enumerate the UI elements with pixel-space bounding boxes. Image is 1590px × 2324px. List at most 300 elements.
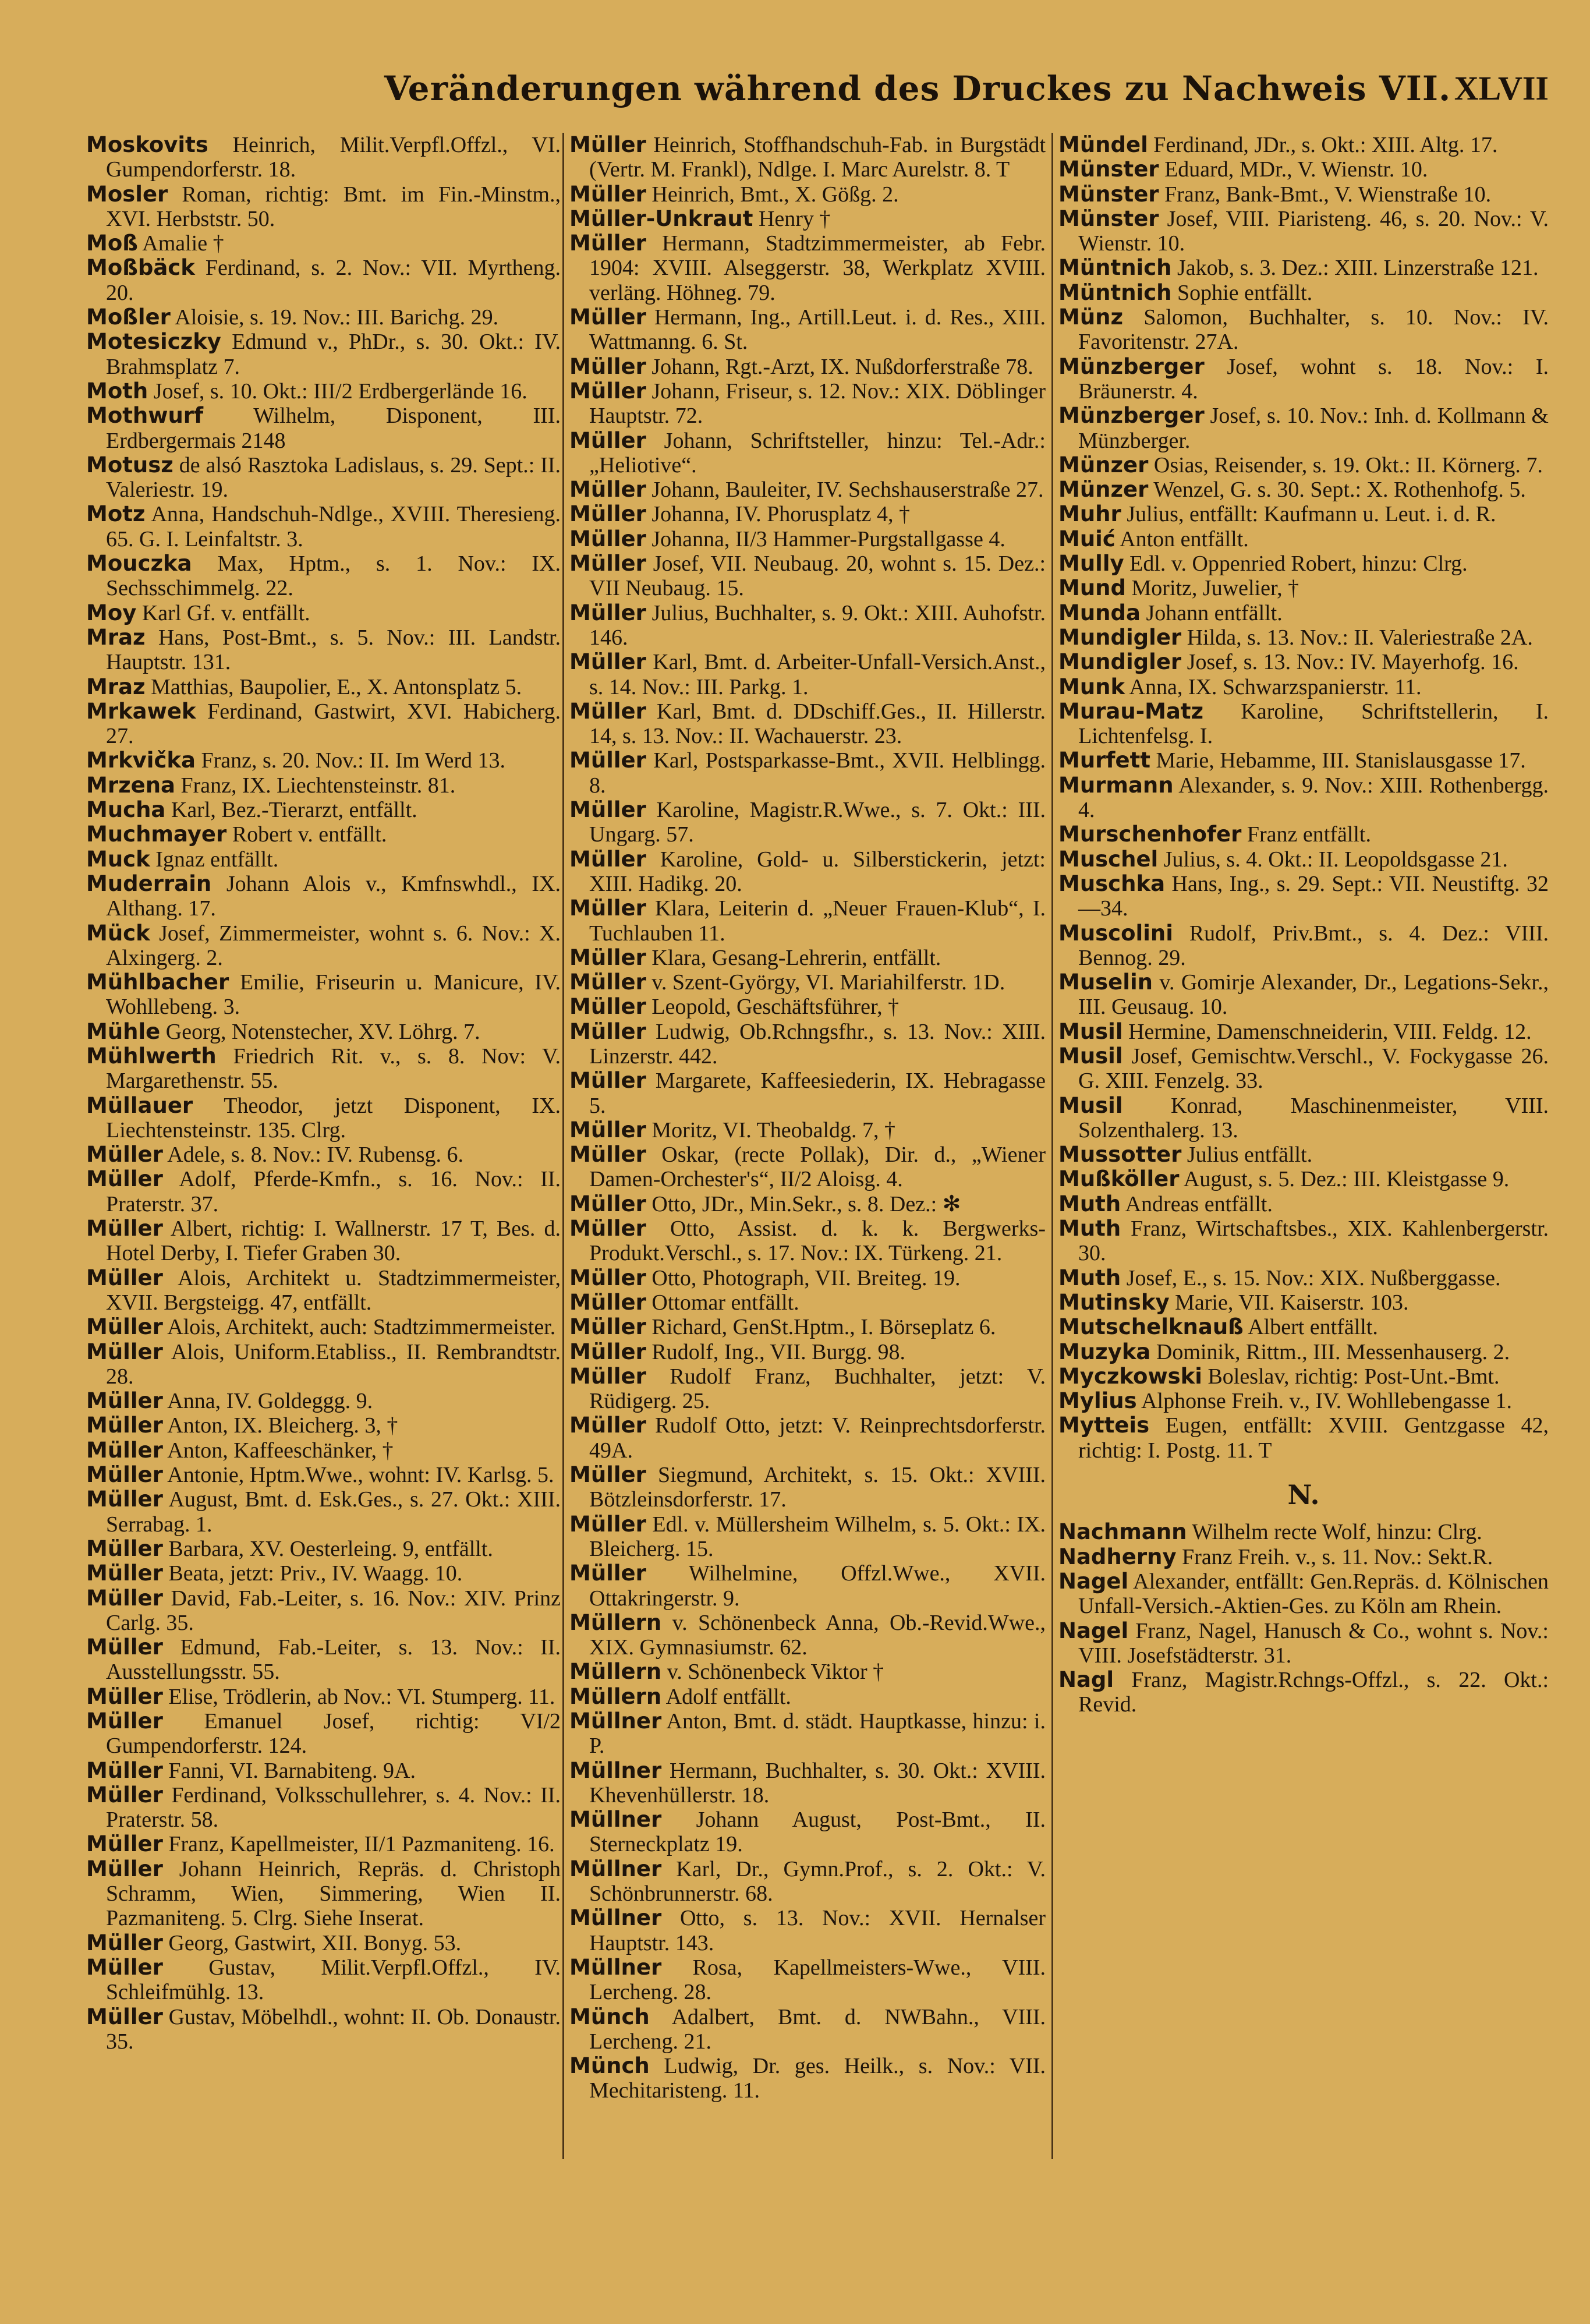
- entry-surname: Münster: [1058, 157, 1159, 182]
- directory-entry: [1058, 748, 1549, 773]
- directory-entry: [569, 1266, 1046, 1290]
- entry-details: Georg, Gastwirt, XII. Bonyg. 53.: [162, 1930, 462, 1955]
- entry-details: Max, Hptm., s. 1. Nov.: IX. Sechsschimmelg. 22.: [106, 551, 561, 601]
- entry-details: Albert entfällt.: [1243, 1315, 1378, 1340]
- page-title: Veränderungen während des Druckes zu Nachweis VII.: [384, 69, 1451, 108]
- directory-entry: [86, 1216, 561, 1266]
- entry-details: Franz, Bank-Bmt., V. Wienstraße 10.: [1159, 182, 1492, 207]
- entry-surname: Mouczka: [86, 551, 192, 576]
- entry-details: Karoline, Schriftstellerin, I. Lichtenfelsg. I.: [1078, 699, 1549, 749]
- entry-details: Hilda, s. 13. Nov.: II. Valeriestraße 2A.: [1181, 625, 1533, 650]
- directory-entry: [569, 1807, 1046, 1857]
- entry-surname: Müller: [569, 1413, 646, 1438]
- entry-details: Oskar, (recte Pollak), Dir. d., „Wiener Damen-Orchester's“, II/2 Aloisg. 4.: [589, 1142, 1046, 1192]
- directory-entry: [569, 355, 1046, 379]
- entry-details: Rudolf, Priv.Bmt., s. 4. Dez.: VIII. Bennog. 29.: [1078, 921, 1549, 970]
- entry-surname: Müller: [569, 427, 646, 453]
- entry-details: Antonie, Hptm.Wwe., wohnt: IV. Karlsg. 5.: [162, 1463, 554, 1488]
- entry-surname: Munk: [1058, 674, 1125, 699]
- directory-entry: [86, 133, 561, 182]
- entry-surname: Müller: [569, 797, 646, 823]
- entry-surname: Müntnich: [1058, 280, 1172, 305]
- entry-surname: Müller: [569, 1363, 646, 1389]
- directory-entry: [569, 1709, 1046, 1759]
- directory-entry: [569, 182, 1046, 207]
- entry-surname: Mraz: [86, 624, 146, 650]
- entry-details: Jakob, s. 3. Dez.: XIII. Linzerstraße 121.: [1171, 256, 1539, 281]
- entry-surname: Mühle: [86, 1018, 161, 1044]
- entry-details: Albert, richtig: I. Wallnerstr. 17 T, Bes. d. Hotel Derby, I. Tiefer Graben 30.: [106, 1216, 561, 1266]
- entry-surname: Müller: [569, 748, 646, 773]
- directory-entry: [1058, 773, 1549, 823]
- entry-details: Ludwig, Ob.Rchngsfhr., s. 13. Nov.: XIII. Linzerstr. 442.: [589, 1019, 1046, 1069]
- directory-entry: [569, 502, 1046, 526]
- entry-details: Rudolf, Ing., VII. Burgg. 98.: [646, 1339, 905, 1364]
- entry-details: Roman, richtig: Bmt. im Fin.-Minstm., XVI. Herbststr. 50.: [106, 182, 561, 231]
- entry-details: Robert v. entfällt.: [226, 822, 387, 847]
- directory-entry: [1058, 1192, 1549, 1216]
- directory-entry: [569, 601, 1046, 650]
- directory-entry: [86, 1389, 561, 1413]
- entry-surname: Muić: [1058, 526, 1116, 551]
- entry-details: Johann August, Post-Bmt., II. Sterneckplatz 19.: [589, 1807, 1046, 1857]
- entry-surname: Murmann: [1058, 772, 1174, 798]
- directory-entry: [569, 650, 1046, 699]
- section-heading-n: N.: [1287, 1479, 1320, 1511]
- entry-details: Josef, s. 10. Nov.: Inh. d. Kollmann & Münzberger.: [1078, 404, 1549, 453]
- entry-details: Klara, Leiterin d. „Neuer Frauen-Klub“, I. Tuchlauben 11.: [589, 896, 1046, 946]
- entry-details: Karl Gf. v. entfällt.: [136, 600, 310, 625]
- directory-entry: [569, 946, 1046, 970]
- directory-entry: [86, 231, 561, 256]
- entry-surname: Müller: [569, 945, 646, 970]
- entry-details: Otto, Photograph, VII. Breiteg. 19.: [646, 1265, 961, 1290]
- entry-surname: Münzberger: [1058, 353, 1205, 379]
- directory-entry: [1058, 1167, 1549, 1191]
- entry-details: Siegmund, Architekt, s. 15. Okt.: XVIII. Bötzleinsdorferstr. 17.: [589, 1463, 1046, 1512]
- entry-details: Richard, GenSt.Hptm., I. Börseplatz 6.: [646, 1315, 996, 1340]
- directory-entry: [1058, 822, 1549, 847]
- entry-surname: Myczkowski: [1058, 1363, 1202, 1389]
- column-1: [86, 133, 561, 2159]
- entry-details: Franz, Kapellmeister, II/1 Pazmaniteng. 16.: [162, 1832, 555, 1857]
- entry-surname: Mück: [86, 920, 150, 946]
- entry-surname: Müllner: [569, 1807, 662, 1833]
- directory-entry: [86, 453, 561, 503]
- entry-surname: Nagel: [1058, 1618, 1129, 1643]
- directory-entry: [1058, 699, 1549, 749]
- entry-details: Johanna, II/3 Hammer-Purgstallgasse 4.: [646, 526, 1005, 551]
- directory-entry: [86, 551, 561, 601]
- entry-details: Elise, Trödlerin, ab Nov.: VI. Stumperg. 11.: [162, 1684, 555, 1709]
- entry-details: Beata, jetzt: Priv., IV. Waagg. 10.: [162, 1561, 463, 1586]
- entry-surname: Mundigler: [1058, 649, 1182, 675]
- directory-entry: [1058, 847, 1549, 872]
- directory-entry: [1058, 502, 1549, 526]
- entry-details: Moritz, Juwelier, †: [1126, 576, 1299, 601]
- directory-entry: [86, 1487, 561, 1537]
- directory-entry: [1058, 305, 1549, 355]
- directory-entry: [569, 1561, 1046, 1611]
- directory-entry: [569, 1142, 1046, 1192]
- entry-details: Johann, Bauleiter, IV. Sechshauserstraße 27.: [646, 477, 1044, 503]
- directory-entry: [569, 2005, 1046, 2054]
- entry-details: Emanuel Josef, richtig: VI/2 Gumpendorferstr. 124.: [106, 1709, 561, 1759]
- entry-surname: Mutinsky: [1058, 1289, 1170, 1315]
- entry-surname: Müller: [569, 231, 646, 256]
- directory-entry: [86, 1266, 561, 1315]
- entry-surname: Müller: [86, 1487, 163, 1512]
- entry-details: Josef, VII. Neubaug. 20, wohnt s. 15. Dez.: VII Neubaug. 15.: [589, 551, 1046, 601]
- entry-surname: Müller: [569, 551, 646, 576]
- directory-entry: [1058, 1020, 1549, 1044]
- page-header: [87, 69, 1554, 115]
- entry-details: Heinrich, Milit.Verpfl.Offzl., VI. Gumpendorferstr. 18.: [106, 133, 561, 182]
- directory-entry: [569, 1463, 1046, 1512]
- directory-entry: [569, 305, 1046, 355]
- entry-details: Rudolf Franz, Buchhalter, jetzt: V. Rüdigerg. 25.: [589, 1364, 1046, 1414]
- entry-surname: Motusz: [86, 452, 173, 477]
- entry-surname: Münster: [1058, 181, 1159, 207]
- entry-details: Adolf entfällt.: [661, 1684, 791, 1709]
- directory-entry: [1058, 1315, 1549, 1339]
- entry-details: Karl, Bmt. d. Arbeiter-Unfall-Versich.Anst., s. 14. Nov.: III. Parkg. 1.: [589, 650, 1046, 699]
- entry-surname: Müller: [569, 1339, 646, 1364]
- directory-entry: [86, 1167, 561, 1216]
- entry-details: Leopold, Geschäftsführer, †: [646, 995, 900, 1020]
- directory-entry: [1058, 1389, 1549, 1413]
- entry-details: Dominik, Rittm., III. Messenhauserg. 2.: [1150, 1339, 1510, 1364]
- entry-details: Karoline, Magistr.R.Wwe., s. 7. Okt.: III. Ungarg. 57.: [589, 798, 1046, 847]
- entry-surname: Müller: [569, 1314, 646, 1340]
- entry-surname: Muchmayer: [86, 822, 227, 847]
- entry-details: Franz, Nagel, Hanusch & Co., wohnt s. Nov.: VIII. Josefstädterstr. 31.: [1078, 1618, 1549, 1668]
- entry-surname: Müntnich: [1058, 255, 1172, 281]
- entry-surname: Mucha: [86, 797, 166, 823]
- entry-details: Georg, Notenstecher, XV. Löhrg. 7.: [160, 1019, 480, 1044]
- entry-surname: Moth: [86, 378, 148, 404]
- entry-surname: Münzer: [1058, 477, 1149, 503]
- entry-details: Ferdinand, JDr., s. Okt.: XIII. Altg. 17.: [1148, 133, 1498, 157]
- entry-details: Margarete, Kaffeesiederin, IX. Hebragasse 5.: [589, 1069, 1046, 1118]
- entry-surname: Moßler: [86, 305, 171, 330]
- entry-details: Josef, s. 13. Nov.: IV. Mayerhofg. 16.: [1181, 650, 1519, 675]
- column-3: [1058, 133, 1549, 2159]
- directory-entry: [86, 822, 561, 847]
- entry-surname: Müller: [86, 1782, 163, 1807]
- entry-surname: Münster: [1058, 206, 1159, 231]
- directory-entry: [569, 2054, 1046, 2103]
- entry-surname: Müllner: [569, 1757, 662, 1783]
- directory-entry: [569, 1340, 1046, 1364]
- entry-surname: Musil: [1058, 1018, 1123, 1044]
- entry-details: Josef, s. 10. Okt.: III/2 Erdbergerlände 16.: [148, 379, 527, 404]
- entry-surname: Müllern: [569, 1659, 662, 1685]
- entry-details: Karl, Dr., Gymn.Prof., s. 2. Okt.: V. Schönbrunnerstr. 68.: [589, 1856, 1046, 1906]
- directory-entry: [1058, 1545, 1549, 1569]
- entry-details: Josef, Zimmermeister, wohnt s. 6. Nov.: X. Alxingerg. 2.: [106, 921, 561, 970]
- directory-entry: [1058, 207, 1549, 256]
- directory-entry: [569, 1069, 1046, 1118]
- entry-surname: Nagl: [1058, 1667, 1114, 1693]
- directory-entry: [1058, 1216, 1549, 1266]
- entry-details: Amalie †: [137, 231, 224, 256]
- entry-surname: Mytteis: [1058, 1413, 1150, 1438]
- entry-surname: Murschenhofer: [1058, 822, 1242, 847]
- directory-entry: [569, 1364, 1046, 1414]
- entry-details: Otto, Assist. d. k. k. Bergwerks-Produkt.Verschl., s. 17. Nov.: IX. Türkeng. 21.: [589, 1216, 1046, 1266]
- directory-entry: [86, 1142, 561, 1167]
- directory-entry: [86, 1315, 561, 1339]
- entry-surname: Müller: [86, 1708, 163, 1734]
- entry-details: Wenzel, G. s. 30. Sept.: X. Rothenhofg. 5.: [1148, 477, 1526, 503]
- directory-entry: [86, 748, 561, 773]
- entry-surname: Müller: [86, 1166, 163, 1192]
- entry-surname: Müller: [86, 2004, 163, 2029]
- directory-entry: [86, 625, 561, 675]
- directory-entry: [569, 798, 1046, 847]
- entry-surname: Müller: [569, 994, 646, 1020]
- entry-details: Karoline, Gold- u. Silberstickerin, jetzt: XIII. Hadikg. 20.: [589, 847, 1046, 896]
- entry-surname: Mully: [1058, 551, 1124, 576]
- directory-entry: [569, 1857, 1046, 1906]
- directory-entry: [1058, 1413, 1549, 1463]
- entry-details: Eugen, entfällt: XVIII. Gentzgasse 42, richtig: I. Postg. 11. T: [1078, 1413, 1549, 1463]
- column-3-entries-n: [1058, 1520, 1549, 1717]
- entry-surname: Müller: [569, 1018, 646, 1044]
- entry-surname: Müller: [569, 1142, 646, 1168]
- entry-surname: Müllern: [569, 1683, 662, 1709]
- entry-surname: Müller: [569, 896, 646, 921]
- directory-entry: [569, 995, 1046, 1019]
- directory-entry: [569, 379, 1046, 429]
- entry-details: Josef, E., s. 15. Nov.: XIX. Nußberggasse.: [1121, 1265, 1501, 1290]
- entry-surname: Mylius: [1058, 1388, 1137, 1414]
- directory-entry: [86, 1635, 561, 1685]
- entry-details: Ferdinand, Gastwirt, XVI. Habicherg. 27.: [106, 699, 561, 749]
- directory-entry: [86, 921, 561, 971]
- entry-details: Hermine, Damenschneiderin, VIII. Feldg. 12.: [1122, 1019, 1532, 1044]
- entry-surname: Müller: [569, 378, 646, 404]
- directory-entry: [1058, 1340, 1549, 1364]
- directory-entry: [1058, 921, 1549, 971]
- entry-details: Anna, IV. Goldeggg. 9.: [162, 1389, 373, 1414]
- entry-details: Josef, wohnt s. 18. Nov.: I. Bräunerstr. 4.: [1078, 354, 1549, 404]
- directory-entry: [1058, 601, 1549, 625]
- directory-entry: [1058, 133, 1549, 157]
- entry-details: Anton, Kaffeeschänker, †: [162, 1438, 394, 1463]
- entry-details: Anna, Handschuh-Ndlge., XVIII. Theresieng. 65. G. I. Leinfaltstr. 3.: [106, 502, 561, 551]
- entry-surname: Müller: [86, 1683, 163, 1709]
- entry-details: Matthias, Baupolier, E., X. Antonsplatz 5.: [145, 674, 522, 699]
- entry-surname: Müllner: [569, 1954, 662, 1980]
- entry-details: Karl, Postsparkasse-Bmt., XVII. Helblingg. 8.: [589, 748, 1046, 798]
- entry-details: Alois, Architekt, auch: Stadtzimmermeister.: [162, 1315, 556, 1340]
- directory-entry: [86, 1537, 561, 1561]
- entry-details: Rudolf Otto, jetzt: V. Reinprechtsdorferstr. 49A.: [589, 1413, 1046, 1463]
- directory-entry: [569, 847, 1046, 897]
- directory-entry: [569, 551, 1046, 601]
- directory-entry: [569, 133, 1046, 182]
- directory-entry: [86, 1044, 561, 1094]
- entry-surname: Müller: [569, 846, 646, 872]
- entry-surname: Munda: [1058, 600, 1141, 625]
- entry-details: Edl. v. Müllersheim Wilhelm, s. 5. Okt.: IX. Bleicherg. 15.: [589, 1512, 1046, 1561]
- entry-details: v. Szent-György, VI. Mariahilferstr. 1D.: [646, 970, 1005, 995]
- entry-surname: Motesiczky: [86, 329, 221, 355]
- entry-surname: Muck: [86, 846, 150, 872]
- entry-surname: Müller: [86, 1216, 163, 1241]
- entry-details: Ferdinand, Volksschullehrer, s. 4. Nov.: II. Praterstr. 58.: [106, 1782, 561, 1833]
- entry-details: Karl, Bez.-Tierarzt, entfällt.: [165, 798, 417, 823]
- directory-entry: [86, 1685, 561, 1709]
- directory-entry: [1058, 1619, 1549, 1668]
- directory-entry: [569, 1685, 1046, 1709]
- entry-details: Franz, Magistr.Rchngs-Offzl., s. 22. Okt.: Revid.: [1078, 1668, 1549, 1717]
- directory-entry: [1058, 355, 1549, 404]
- entry-surname: Müller: [86, 1462, 163, 1488]
- entry-details: Franz entfällt.: [1241, 822, 1371, 847]
- directory-entry: [1058, 1266, 1549, 1290]
- entry-surname: Moß: [86, 231, 138, 256]
- directory-entry: [86, 1340, 561, 1389]
- entry-details: Alexander, entfällt: Gen.Repräs. d. Kölnischen Unfall-Versich.-Aktien-Ges. zu Köln am Rhein.: [1078, 1569, 1549, 1619]
- entry-details: August, s. 5. Dez.: III. Kleistgasse 9.: [1179, 1167, 1510, 1192]
- entry-surname: Moskovits: [86, 133, 208, 157]
- entry-surname: Müllner: [569, 1856, 662, 1881]
- directory-entry: [86, 675, 561, 699]
- entry-details: Hans, Ing., s. 29. Sept.: VII. Neustiftg. 32—34.: [1078, 871, 1549, 921]
- entry-details: Adolf, Pferde-Kmfn., s. 16. Nov.: II. Praterstr. 37.: [106, 1167, 561, 1216]
- directory-entry: [1058, 872, 1549, 921]
- directory-entry: [1058, 477, 1549, 502]
- directory-entry: [569, 1413, 1046, 1463]
- entry-details: v. Gomirje Alexander, Dr., Legations-Sekr., III. Geusaug. 10.: [1078, 970, 1549, 1020]
- entry-details: Josef, VIII. Piaristeng. 46, s. 20. Nov.: V. Wienstr. 10.: [1078, 206, 1549, 256]
- entry-surname: Muderrain: [86, 871, 212, 896]
- directory-entry: [569, 699, 1046, 749]
- entry-surname: Müller: [86, 1437, 163, 1463]
- directory-entry: [1058, 281, 1549, 305]
- entry-surname: Müller: [569, 1117, 646, 1142]
- directory-entry: [569, 1611, 1046, 1660]
- entry-details: Barbara, XV. Oesterleing. 9, entfällt.: [162, 1536, 493, 1561]
- entry-details: Johann, Schriftsteller, hinzu: Tel.-Adr.: „Heliotive“.: [589, 428, 1046, 477]
- directory-entry: [1058, 1142, 1549, 1167]
- entry-surname: Mothwurf: [86, 403, 204, 429]
- entry-surname: Müller: [569, 1191, 646, 1216]
- entry-surname: Müller: [569, 1289, 646, 1315]
- directory-entry: [569, 1216, 1046, 1266]
- entry-surname: Mussotter: [1058, 1142, 1182, 1168]
- entry-surname: Muschka: [1058, 871, 1166, 896]
- entry-surname: Müllner: [569, 1905, 662, 1931]
- directory-entry: [86, 2005, 561, 2054]
- entry-surname: Mosler: [86, 181, 168, 207]
- entry-details: Franz Freih. v., s. 11. Nov.: Sekt.R.: [1176, 1544, 1493, 1569]
- entry-surname: Mund: [1058, 575, 1126, 601]
- directory-entry: [86, 256, 561, 305]
- directory-entry: [86, 798, 561, 822]
- entry-details: Adele, s. 8. Nov.: IV. Rubensg. 6.: [162, 1142, 464, 1168]
- entry-details: August, Bmt. d. Esk.Ges., s. 27. Okt.: XIII. Serrabag. 1.: [106, 1487, 561, 1537]
- entry-details: de alsó Rasztoka Ladislaus, s. 29. Sept.: II. Valeriestr. 19.: [106, 452, 561, 503]
- entry-surname: Münzberger: [1058, 403, 1205, 429]
- directory-entry: [569, 1020, 1046, 1069]
- directory-entry: [86, 1783, 561, 1833]
- entry-details: Anton, IX. Bleicherg. 3, †: [162, 1413, 398, 1438]
- entry-details: Heinrich, Bmt., X. Gößg. 2.: [646, 182, 899, 207]
- entry-surname: Nachmann: [1058, 1519, 1187, 1545]
- entry-surname: Müller: [86, 1831, 163, 1857]
- entry-surname: Müller: [86, 1635, 163, 1660]
- entry-surname: Mrkawek: [86, 698, 196, 724]
- entry-surname: Muselin: [1058, 970, 1153, 995]
- entry-surname: Musil: [1058, 1043, 1123, 1069]
- entry-surname: Müller: [86, 1757, 163, 1783]
- directory-entry: [569, 1660, 1046, 1684]
- entry-surname: Müller: [86, 1142, 163, 1168]
- entry-surname: Müller: [569, 305, 646, 330]
- directory-entry: [86, 699, 561, 749]
- directory-entry: [86, 502, 561, 551]
- entry-surname: Müller: [569, 1265, 646, 1290]
- entry-details: Alois, Uniform.Etabliss., II. Rembrandtstr. 28.: [106, 1339, 561, 1389]
- entry-surname: Muhr: [1058, 501, 1121, 527]
- entry-details: v. Schönenbeck Anna, Ob.-Revid.Wwe., XIX. Gymnasiumstr. 62.: [589, 1610, 1046, 1660]
- entry-details: Fanni, VI. Barnabiteng. 9A.: [162, 1758, 416, 1783]
- entry-details: Eduard, MDr., V. Wienstr. 10.: [1159, 157, 1428, 182]
- entry-surname: Müller: [86, 1388, 163, 1414]
- directory-entry: [1058, 1569, 1549, 1619]
- entry-details: Henry †: [753, 206, 831, 231]
- directory-entry: [569, 1759, 1046, 1808]
- directory-entry: [569, 429, 1046, 478]
- directory-entry: [86, 404, 561, 453]
- entry-details: Wilhelm, Disponent, III. Erdbergermais 2148: [106, 404, 561, 453]
- directory-entry: [86, 601, 561, 625]
- entry-details: Anton, Bmt. d. städt. Hauptkasse, hinzu: i. P.: [589, 1709, 1046, 1759]
- column-divider: [562, 133, 564, 2159]
- entry-details: Alphonse Freih. v., IV. Wohllebengasse 1.: [1136, 1389, 1512, 1414]
- entry-details: Johanna, IV. Phorusplatz 4, †: [646, 502, 911, 527]
- entry-surname: Müller: [86, 1561, 163, 1586]
- directory-entry: [1058, 1520, 1549, 1544]
- entry-surname: Murau-Matz: [1058, 698, 1204, 724]
- directory-entry: [1058, 1668, 1549, 1717]
- entry-surname: Muth: [1058, 1265, 1121, 1290]
- directory-entry: [86, 970, 561, 1020]
- entry-details: Moritz, VI. Theobaldg. 7, †: [646, 1117, 896, 1142]
- entry-details: Julius, Buchhalter, s. 9. Okt.: XIII. Auhofstr. 146.: [589, 600, 1046, 650]
- entry-details: Hans, Post-Bmt., s. 5. Nov.: III. Landstr. Hauptstr. 131.: [106, 625, 561, 675]
- entry-details: Julius, s. 4. Okt.: II. Leopoldsgasse 21.: [1158, 847, 1508, 872]
- entry-details: Marie, VII. Kaiserstr. 103.: [1169, 1290, 1409, 1315]
- entry-details: Salomon, Buchhalter, s. 10. Nov.: IV. Favoritenstr. 27A.: [1078, 305, 1549, 355]
- entry-details: Konrad, Maschinenmeister, VIII. Solzenthalerg. 13.: [1078, 1093, 1549, 1142]
- entry-details: David, Fab.-Leiter, s. 16. Nov.: XIV. Prinz Carlg. 35.: [106, 1586, 561, 1635]
- directory-entry: [569, 1192, 1046, 1216]
- entry-surname: Müller: [569, 353, 646, 379]
- directory-entry: [569, 1290, 1046, 1315]
- entry-details: Theodor, jetzt Disponent, IX. Liechtensteinstr. 135. Clrg.: [106, 1093, 561, 1142]
- entry-surname: Müller: [86, 1856, 163, 1881]
- page-number: XLVII: [1454, 69, 1549, 107]
- entry-details: Edmund, Fab.-Leiter, s. 13. Nov.: II. Ausstellungsstr. 55.: [106, 1635, 561, 1685]
- entry-surname: Nadherny: [1058, 1544, 1177, 1569]
- entry-surname: Murfett: [1058, 748, 1150, 773]
- directory-entry: [86, 1020, 561, 1044]
